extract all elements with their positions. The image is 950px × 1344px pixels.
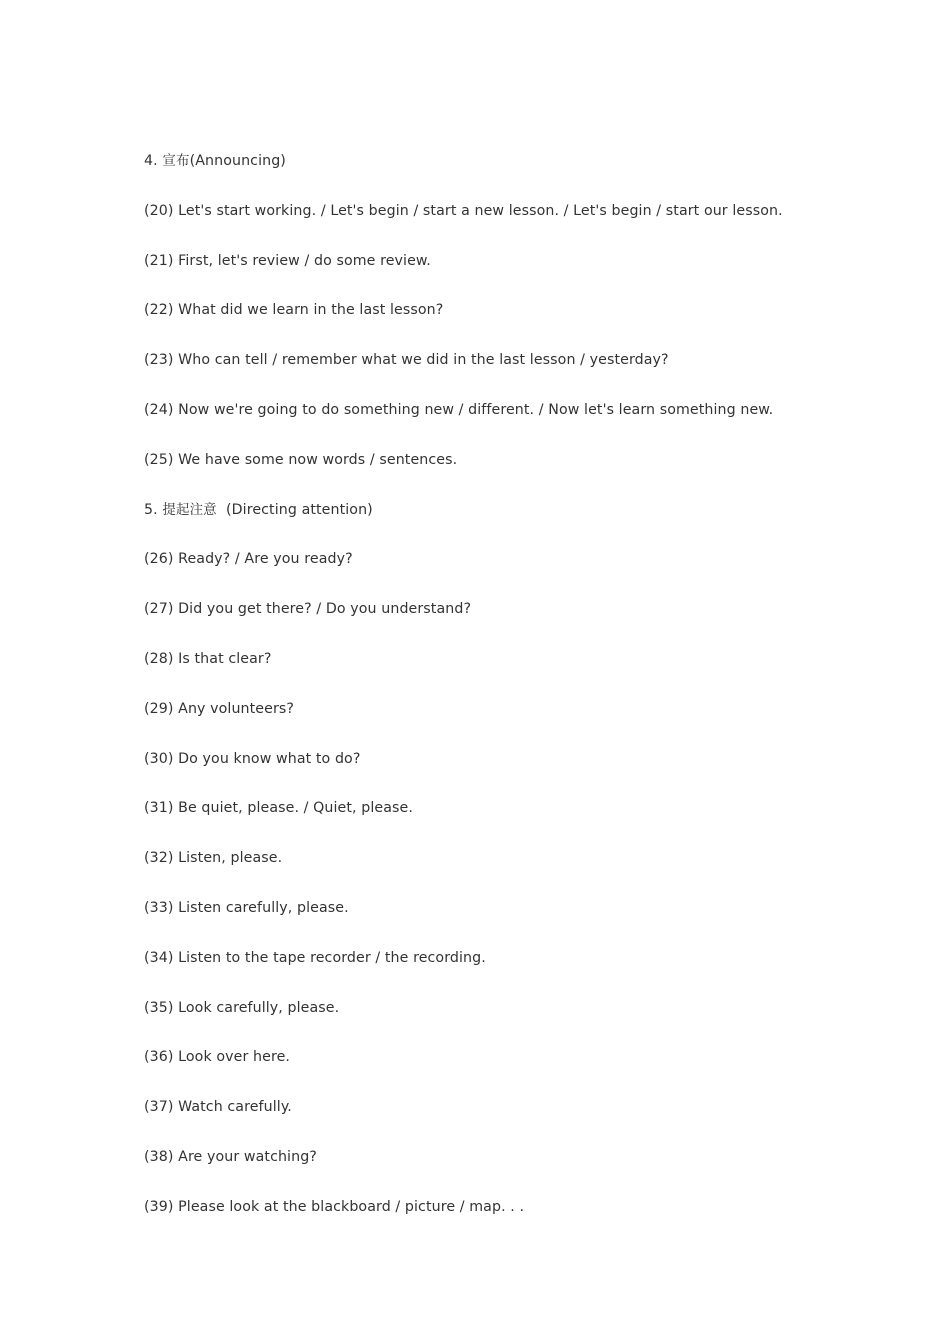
phrase-item: (29) Any volunteers?: [144, 700, 295, 717]
phrase-item: (27) Did you get there? / Do you understand?: [144, 601, 472, 618]
section-title-cn: 宣布: [162, 153, 190, 169]
phrase-item: (28) Is that clear?: [144, 650, 272, 667]
section-number: 5.: [144, 501, 158, 518]
phrase-item: (26) Ready? / Are you ready?: [144, 551, 353, 568]
phrase-item: (35) Look carefully, please.: [144, 999, 340, 1016]
section-title-en: (Announcing): [189, 153, 286, 169]
phrase-item: (30) Do you know what to do?: [144, 750, 361, 767]
phrase-item: (24) Now we're going to do something new / different. / Now let's learn something new.: [144, 401, 774, 418]
phrase-item: (20) Let's start working. / Let's begin / start a new lesson. / Let's begin / start our lesson.: [144, 202, 783, 219]
phrase-item: (34) Listen to the tape recorder / the recording.: [144, 949, 486, 966]
phrase-list: [144, 152, 844, 1248]
section-title-en: (Directing attention): [216, 501, 373, 518]
phrase-item: (36) Look over here.: [144, 1049, 291, 1066]
section-title-cn: 提起注意: [162, 501, 217, 518]
phrase-item: (25) We have some now words / sentences.: [144, 451, 458, 468]
section-heading-directing-attention: [144, 501, 844, 551]
phrase-item: (38) Are your watching?: [144, 1148, 317, 1165]
phrase-item: (32) Listen, please.: [144, 850, 283, 867]
phrase-item: (23) Who can tell / remember what we did in the last lesson / yesterday?: [144, 352, 669, 369]
section-heading-announcing: [144, 152, 844, 202]
section-number: 4.: [144, 153, 158, 169]
phrase-item: (33) Listen carefully, please.: [144, 899, 349, 916]
phrase-item: (22) What did we learn in the last lesson?: [144, 302, 444, 319]
phrase-item: (31) Be quiet, please. / Quiet, please.: [144, 800, 413, 817]
phrase-item: (21) First, let's review / do some review.: [144, 252, 431, 269]
phrase-item: (37) Watch carefully.: [144, 1099, 292, 1116]
phrase-item: (39) Please look at the blackboard / picture / map. . .: [144, 1198, 525, 1215]
